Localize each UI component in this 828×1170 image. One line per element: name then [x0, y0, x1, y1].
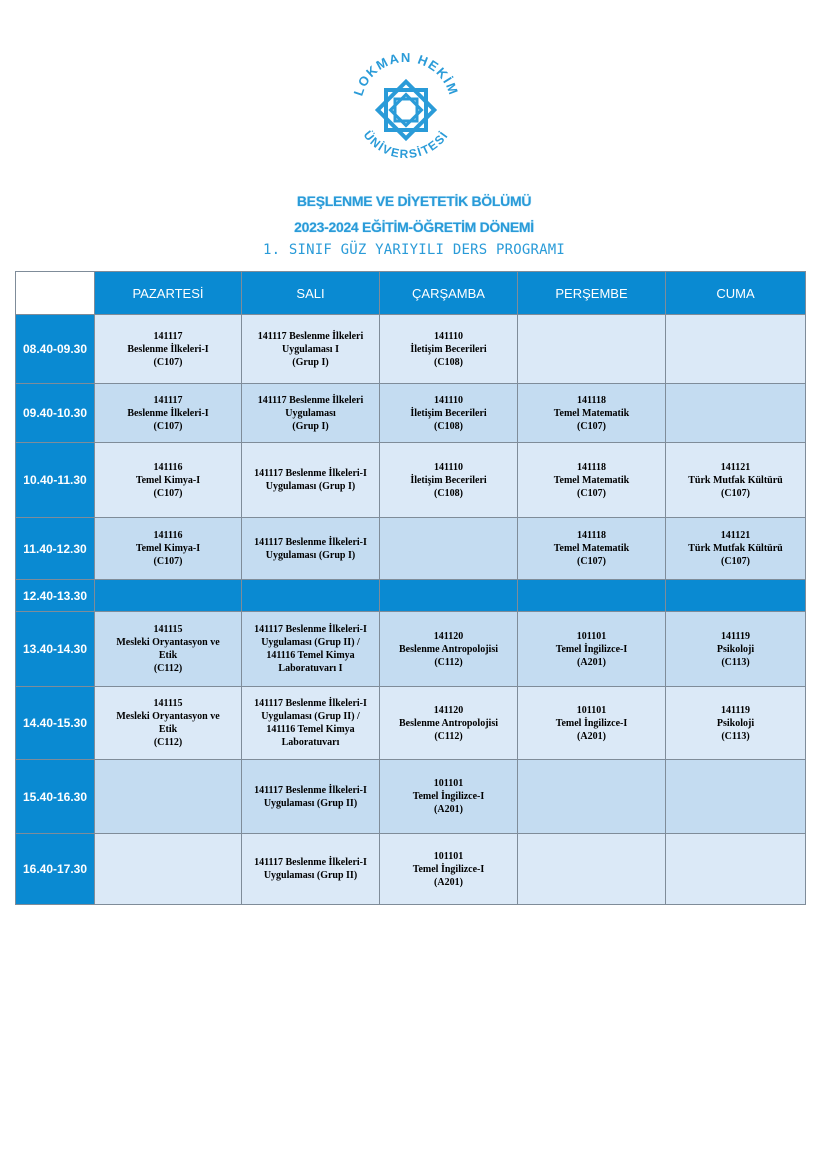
course-line: 141117 Beslenme İlkeleri-I	[254, 784, 367, 796]
empty-cell	[95, 760, 242, 834]
course-line: (A201)	[577, 656, 606, 668]
time-slot-label: 08.40-09.30	[16, 315, 95, 384]
empty-cell	[518, 315, 666, 384]
course-line: Beslenme İlkeleri-I	[127, 343, 209, 355]
course-line: Etik	[158, 724, 178, 735]
course-cell	[380, 612, 518, 687]
course-cell	[242, 612, 380, 687]
empty-cell	[380, 580, 518, 612]
course-line: Uygulaması (Grup II) /	[261, 711, 360, 722]
course-line: Mesleki Oryantasyon ve	[116, 637, 220, 648]
course-line: (C107)	[577, 487, 606, 499]
course-cell	[242, 687, 380, 760]
time-slot-label: 13.40-14.30	[16, 612, 95, 687]
empty-cell	[666, 834, 806, 905]
course-cell	[95, 518, 242, 580]
course-cell	[666, 443, 806, 518]
course-line: Mesleki Oryantasyon ve	[116, 711, 220, 722]
course-line: 141116	[153, 530, 183, 541]
svg-text:ÜNİVERSİTESİ	[361, 127, 452, 161]
course-line: (C107)	[721, 556, 750, 567]
course-cell	[242, 834, 380, 905]
course-cell	[380, 384, 518, 443]
course-line: Uygulaması I	[282, 343, 339, 355]
course-line: 141115	[153, 624, 183, 635]
course-cell	[95, 612, 242, 687]
time-slot-label: 16.40-17.30	[16, 834, 95, 905]
time-slot-label: 12.40-13.30	[16, 580, 95, 612]
course-cell	[95, 384, 242, 443]
course-line: Beslenme Antropolojisi	[399, 717, 498, 729]
time-slot-row	[16, 315, 806, 384]
time-slot-row	[16, 443, 806, 518]
empty-cell	[380, 518, 518, 580]
time-slot-label: 10.40-11.30	[16, 443, 95, 518]
course-line: 141117	[153, 394, 183, 406]
empty-cell	[242, 580, 380, 612]
course-line: İletişim Becerileri	[410, 474, 487, 486]
course-cell	[242, 760, 380, 834]
course-line: (C107)	[153, 556, 183, 567]
course-line: (C108)	[434, 420, 463, 432]
day-header: CUMA	[666, 272, 806, 315]
time-slot-row	[16, 687, 806, 760]
empty-cell	[518, 580, 666, 612]
course-line: Beslenme İlkeleri-I	[127, 407, 209, 419]
course-line: 141118	[577, 461, 606, 473]
course-line: Temel Kimya-I	[135, 543, 201, 554]
time-slot-label: 15.40-16.30	[16, 760, 95, 834]
course-cell	[242, 518, 380, 580]
day-header-row	[16, 272, 806, 315]
course-line: Uygulaması (Grup I)	[265, 481, 356, 492]
course-line: 141116 Temel Kimya	[266, 650, 355, 661]
course-cell	[380, 443, 518, 518]
course-line: 141119	[721, 630, 750, 642]
course-cell	[380, 760, 518, 834]
course-line: (C108)	[434, 487, 463, 499]
course-cell	[518, 687, 666, 760]
course-line: Temel İngilizce-I	[555, 717, 628, 729]
course-cell	[666, 687, 806, 760]
empty-cell	[95, 834, 242, 905]
course-cell	[95, 687, 242, 760]
course-cell	[380, 687, 518, 760]
course-line: Temel İngilizce-I	[412, 863, 485, 875]
course-line: (C108)	[434, 356, 463, 368]
course-line: (C107)	[721, 487, 750, 499]
course-line: (C113)	[721, 730, 750, 742]
course-line: (C107)	[153, 487, 183, 499]
course-cell	[518, 518, 666, 580]
course-line: İletişim Becerileri	[410, 343, 487, 355]
course-cell	[242, 384, 380, 443]
course-line: Uygulaması	[285, 407, 336, 419]
course-line: (C112)	[434, 656, 463, 668]
course-line: (C113)	[721, 656, 750, 668]
course-line: 101101	[433, 850, 464, 862]
time-slot-row	[16, 518, 806, 580]
course-cell	[242, 315, 380, 384]
course-line: 141118	[577, 530, 606, 541]
course-line: 101101	[576, 704, 607, 716]
course-cell	[95, 315, 242, 384]
course-line: (Grup I)	[292, 420, 329, 432]
course-line: 141110	[434, 330, 463, 342]
course-line: 141117 Beslenme İlkeleri	[257, 394, 364, 406]
course-line: Temel Matematik	[553, 407, 630, 419]
course-line: 141110	[434, 394, 463, 406]
course-line: Temel Matematik	[553, 474, 630, 486]
logo-text-bottom: ÜNİVERSİTESİ	[360, 127, 452, 162]
course-line: 141121	[720, 530, 751, 541]
corner-cell	[16, 272, 95, 315]
course-line: (A201)	[434, 804, 463, 815]
lunch-break-row	[16, 580, 806, 612]
time-slot-row	[16, 760, 806, 834]
course-line: 141120	[433, 630, 464, 642]
day-header: PERŞEMBE	[518, 272, 666, 315]
course-line: Etik	[158, 650, 178, 661]
empty-cell	[666, 384, 806, 443]
course-cell	[518, 384, 666, 443]
course-line: Beslenme Antropolojisi	[399, 643, 498, 655]
time-slot-label: 14.40-15.30	[16, 687, 95, 760]
course-line: 141117 Beslenme İlkeleri	[257, 330, 364, 342]
course-line: Türk Mutfak Kültürü	[688, 474, 783, 486]
empty-cell	[95, 580, 242, 612]
course-line: (C107)	[153, 356, 183, 368]
course-cell	[666, 612, 806, 687]
time-slot-row	[16, 612, 806, 687]
schedule-table	[15, 271, 806, 905]
course-line: 141118	[577, 394, 606, 406]
course-line: 141117 Beslenme İlkeleri-I	[254, 624, 367, 635]
course-line: Temel Kimya-I	[135, 474, 201, 486]
time-slot-label: 09.40-10.30	[16, 384, 95, 443]
course-cell	[518, 443, 666, 518]
course-line: Psikoloji	[716, 643, 755, 655]
course-line: 141117 Beslenme İlkeleri-I	[254, 857, 367, 868]
course-line: 101101	[433, 778, 464, 789]
academic-year-title: 2023-2024 EĞİTİM-ÖĞRETİM DÖNEMİ	[294, 219, 534, 235]
day-header: ÇARŞAMBA	[380, 272, 518, 315]
course-line: Laboratuvarı I	[278, 663, 343, 674]
course-line: (Grup I)	[292, 356, 329, 368]
course-cell	[518, 612, 666, 687]
course-cell	[95, 443, 242, 518]
course-line: Uygulaması (Grup II)	[263, 870, 358, 881]
course-line: 141116 Temel Kimya	[266, 724, 355, 735]
empty-cell	[518, 834, 666, 905]
course-line: Laboratuvarı	[281, 737, 340, 748]
time-slot-label: 11.40-12.30	[16, 518, 95, 580]
course-line: 141119	[721, 704, 750, 716]
time-slot-row	[16, 834, 806, 905]
course-line: 141121	[720, 461, 751, 473]
course-line: (C112)	[153, 737, 183, 748]
course-line: İletişim Becerileri	[410, 407, 487, 419]
course-line: Temel İngilizce-I	[555, 643, 628, 655]
course-line: (C107)	[577, 556, 606, 567]
course-line: (A201)	[434, 876, 463, 888]
course-line: 141117 Beslenme İlkeleri-I	[254, 698, 367, 709]
course-line: 141117 Beslenme İlkeleri-I	[254, 468, 367, 479]
course-cell	[666, 518, 806, 580]
course-line: Psikoloji	[716, 717, 755, 729]
course-line: (C112)	[434, 730, 463, 742]
course-line: (C107)	[153, 420, 183, 432]
empty-cell	[666, 315, 806, 384]
course-cell	[242, 443, 380, 518]
program-title: 1. SINIF GÜZ YARIYILI DERS PROGRAMI	[262, 242, 565, 258]
day-header: PAZARTESİ	[95, 272, 242, 315]
course-line: 141120	[433, 704, 464, 716]
day-header: SALI	[242, 272, 380, 315]
empty-cell	[666, 760, 806, 834]
course-line: 101101	[576, 630, 607, 642]
course-line: 141116	[153, 461, 183, 473]
course-line: Temel İngilizce-I	[412, 791, 485, 802]
course-line: Uygulaması (Grup II)	[263, 797, 358, 809]
course-line: (C112)	[153, 663, 183, 674]
course-cell	[380, 834, 518, 905]
course-line: 141117	[153, 330, 183, 342]
course-line: 141115	[153, 698, 183, 709]
time-slot-row	[16, 384, 806, 443]
course-line: (A201)	[577, 730, 606, 742]
course-line: Uygulaması (Grup II) /	[261, 637, 360, 648]
course-cell	[380, 315, 518, 384]
empty-cell	[666, 580, 806, 612]
course-line: 141117 Beslenme İlkeleri-I	[254, 536, 367, 548]
university-logo	[343, 44, 469, 170]
course-line: Türk Mutfak Kültürü	[688, 543, 783, 554]
department-title: BEŞLENME VE DİYETETİK BÖLÜMÜ	[296, 193, 532, 209]
empty-cell	[518, 760, 666, 834]
course-line: (C107)	[577, 420, 606, 432]
course-line: 141110	[434, 461, 463, 473]
course-line: Temel Matematik	[553, 543, 630, 554]
course-line: Uygulaması (Grup I)	[265, 549, 356, 561]
logo-text-top: LOKMAN HEKİM	[350, 49, 462, 98]
